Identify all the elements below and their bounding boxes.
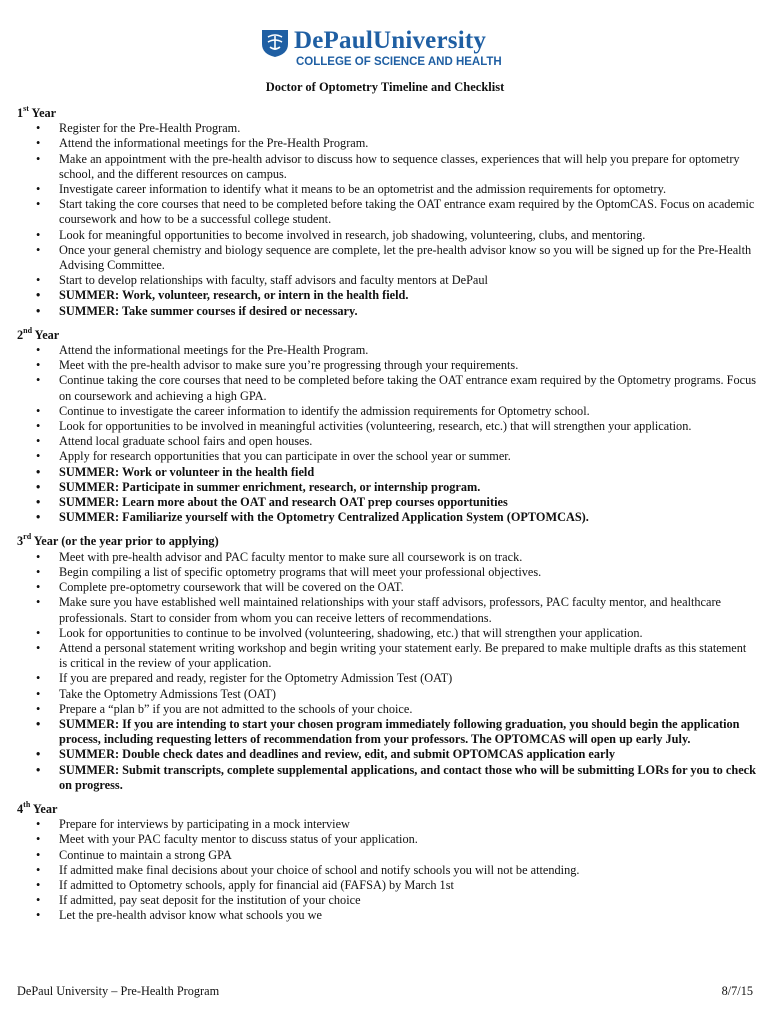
checklist-item: • If admitted make final decisions about your choice of school and notify schools you will not be attending.	[17, 863, 757, 878]
checklist-item: • Begin compiling a list of specific optometry programs that will meet your professional objectives.	[17, 565, 757, 580]
checklist-item: • Once your general chemistry and biology sequence are complete, let the pre-health advisor know so you will be signed up for the Pre-Health Advising Committee.	[17, 243, 757, 273]
checklist-item: • Apply for research opportunities that you can participate in over the school year or summer.	[17, 449, 757, 464]
checklist-item: • Attend a personal statement writing workshop and begin writing your statement early. Be prepared to make multiple drafts as this statement is critical in the review of your application.	[17, 641, 757, 671]
checklist-item: • Look for opportunities to continue to be involved (volunteering, shadowing, etc.) that will strengthen your application.	[17, 626, 757, 641]
checklist	[17, 550, 757, 793]
checklist-item: • Make sure you have established well maintained relationships with your staff advisors, professors, PAC faculty mentor, and healthcare professionals. Start to consider from whom you can receive letters of recommendations.	[17, 595, 757, 625]
checklist-item: • Make an appointment with the pre-health advisor to discuss how to sequence classes, experiences that will help you prepare for optometry school, and the different resources on campus.	[17, 152, 757, 182]
checklist-item: • Meet with the pre-health advisor to make sure you’re progressing through your requirements.	[17, 358, 757, 373]
checklist-item: • SUMMER: Take summer courses if desired or necessary.	[17, 304, 757, 319]
year-heading	[17, 534, 757, 549]
checklist-item: • SUMMER: Work or volunteer in the health field	[17, 465, 757, 480]
year-section	[17, 799, 757, 924]
year-heading-text: Year	[32, 327, 60, 342]
checklist-item: • If admitted to Optometry schools, apply for financial aid (FAFSA) by March 1st	[17, 878, 757, 893]
checklist-item: • Prepare for interviews by participating in a mock interview	[17, 817, 757, 832]
checklist-item: • Register for the Pre-Health Program.	[17, 121, 757, 136]
checklist-item: • Attend the informational meetings for the Pre-Health Program.	[17, 136, 757, 151]
checklist-item: • Investigate career information to identify what it means to be an optometrist and the admission requirements for optometry.	[17, 182, 757, 197]
year-number: 1	[17, 106, 24, 120]
checklist-item: • Prepare a “plan b” if you are not admitted to the schools of your choice.	[17, 702, 757, 717]
year-ordinal-suffix: th	[23, 799, 31, 809]
checklist-item: • Complete pre-optometry coursework that will be covered on the OAT.	[17, 580, 757, 595]
checklist-item: • Look for opportunities to be involved in meaningful activities (volunteering, research, etc.) that will strengthen your application.	[17, 419, 757, 434]
checklist-item: • Take the Optometry Admissions Test (OAT)	[17, 687, 757, 702]
checklist-item: • Meet with pre-health advisor and PAC faculty mentor to make sure all coursework is on track.	[17, 550, 757, 565]
checklist-item: • Continue taking the core courses that need to be completed before taking the OAT entrance exam required by the Optometry programs. Focus on coursework and achieving a high GPA.	[17, 373, 757, 403]
checklist-item: • SUMMER: If you are intending to start your chosen program immediately following graduation, you should begin the application process, including requesting letters of recommendation from your professors. The OPTOMCAS will open up early July.	[17, 717, 757, 747]
checklist-item: • SUMMER: Work, volunteer, research, or intern in the health field.	[17, 288, 757, 303]
checklist	[17, 343, 757, 525]
year-ordinal-suffix: rd	[23, 532, 32, 542]
checklist-item: • Continue to investigate the career information to identify the admission requirements for Optometry school.	[17, 404, 757, 419]
year-heading	[17, 103, 757, 121]
checklist-item: • Start taking the core courses that need to be completed before taking the OAT entrance exam required by the OptomCAS. Focus on academic coursework and how to be a successful college student.	[17, 197, 757, 227]
year-heading	[17, 799, 757, 817]
footer-program: DePaul University – Pre-Health Program	[17, 984, 220, 998]
checklist-item: • Let the pre-health advisor know what schools you we	[17, 908, 757, 923]
checklist-content	[17, 103, 757, 933]
checklist-item: • SUMMER: Familiarize yourself with the Optometry Centralized Application System (OPTOMCAS).	[17, 510, 757, 525]
logo-subtitle: COLLEGE OF SCIENCE AND HEALTH	[296, 56, 502, 68]
checklist-item: • Meet with your PAC faculty mentor to discuss status of your application.	[17, 832, 757, 847]
checklist-item: • SUMMER: Participate in summer enrichment, research, or internship program.	[17, 480, 757, 495]
checklist-item: • SUMMER: Double check dates and deadlines and review, edit, and submit OPTOMCAS application early	[17, 747, 757, 762]
year-heading-text: Year (or the year prior to applying)	[31, 534, 219, 549]
year-section	[17, 103, 757, 319]
checklist-item: • If you are prepared and ready, register for the Optometry Admission Test (OAT)	[17, 671, 757, 686]
year-heading	[17, 325, 757, 343]
year-number: 4	[17, 801, 24, 816]
checklist	[17, 817, 757, 923]
checklist-item: • If admitted, pay seat deposit for the institution of your choice	[17, 893, 757, 908]
checklist-item: • Attend local graduate school fairs and open houses.	[17, 434, 757, 449]
year-heading-text: Year	[28, 106, 57, 120]
footer-date: 8/7/15	[721, 984, 753, 998]
year-heading-text: Year	[30, 801, 58, 816]
year-number: 3	[17, 534, 24, 549]
shield-icon	[260, 28, 290, 58]
checklist-item: • Continue to maintain a strong GPA	[17, 848, 757, 863]
logo-title: DePaulUniversity	[294, 27, 487, 54]
checklist	[17, 121, 757, 319]
year-ordinal-suffix: nd	[23, 325, 33, 335]
checklist-item: • Start to develop relationships with faculty, staff advisors and faculty mentors at DePaul	[17, 273, 757, 288]
document-title: Doctor of Optometry Timeline and Checklist	[265, 80, 505, 94]
year-ordinal-suffix: st	[23, 103, 29, 113]
checklist-item: • Look for meaningful opportunities to become involved in research, job shadowing, volunteering, clubs, and mentoring.	[17, 228, 757, 243]
checklist-item: • Attend the informational meetings for the Pre-Health Program.	[17, 343, 757, 358]
year-section	[17, 534, 757, 792]
checklist-item: • SUMMER: Learn more about the OAT and research OAT prep courses opportunities	[17, 495, 757, 510]
checklist-item: • SUMMER: Submit transcripts, complete supplemental applications, and contact those who will be submitting LORs for you to check on progress.	[17, 763, 757, 793]
year-number: 2	[17, 327, 24, 342]
year-section	[17, 325, 757, 526]
